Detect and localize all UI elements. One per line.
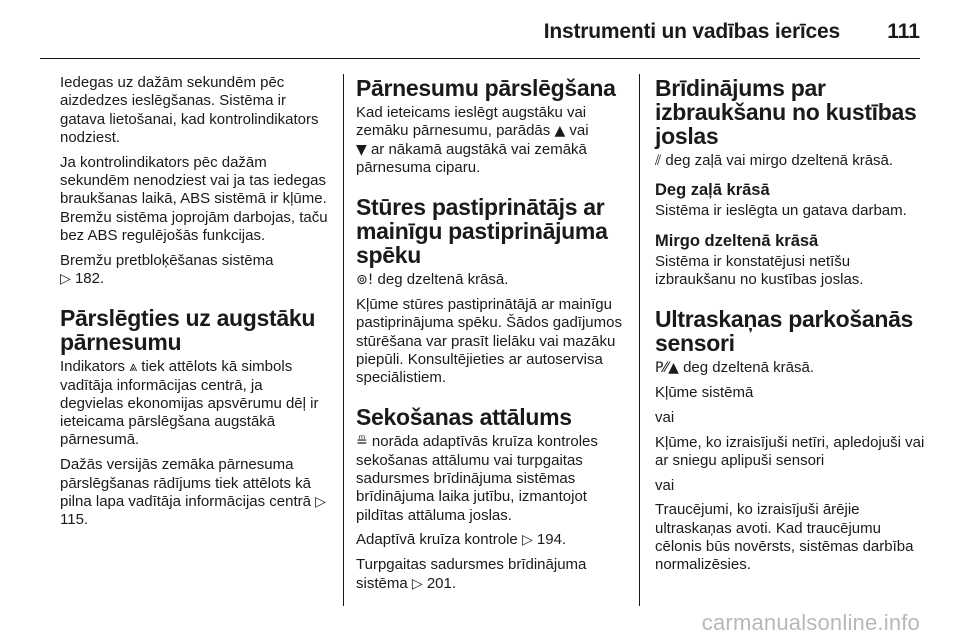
subheading-green: Deg zaļā krāsā bbox=[655, 181, 770, 200]
downshift-text: Dažās versijās zemāka pārnesuma pārslēgšanas rādījums tiek attēlots kā pilna lapa vadītāja informācijas centrā bbox=[60, 456, 311, 510]
column-divider-1 bbox=[343, 74, 344, 606]
arrow-down-icon: ▼ bbox=[356, 141, 367, 158]
column-divider-2 bbox=[639, 74, 640, 606]
heading-steering: Stūres pastiprinātājs ar mainīgu pastiprinājuma spēku bbox=[356, 194, 608, 269]
gear-shift-text-mid: vai bbox=[569, 122, 589, 140]
parking-paragraph-6: Traucējumi, ko izraisījuši ārējie ultraskaņas avoti. Kad traucējumu cēlonis būs novērsts, sistēmas darbība normalizēsies. bbox=[655, 501, 914, 574]
xref-icon: ▷ bbox=[521, 532, 533, 549]
lane-paragraph bbox=[655, 152, 925, 170]
heading-lane-departure: Brīdinājums par izbraukšanu no kustības joslas bbox=[655, 75, 917, 149]
gear-shift-text-pre: Kad ieteicams ieslēgt augstāku vai zemāku pārnesumu, parādās bbox=[356, 104, 587, 140]
watermark: carmanualsonline.info bbox=[701, 610, 920, 635]
parking-paragraph-5: vai bbox=[655, 476, 675, 494]
xref-icon: ▷ bbox=[60, 270, 71, 287]
parking-paragraph-2: Kļūme sistēmā bbox=[655, 383, 754, 401]
gear-shift-paragraph bbox=[356, 104, 632, 177]
yellow-paragraph: Sistēma ir konstatējusi netīšu izbraukšanu no kustības joslas. bbox=[655, 252, 864, 288]
following-distance-icon: ≞ bbox=[356, 434, 368, 451]
parking-paragraph-4: Kļūme, ko izraisījuši netīri, apledojuši vai ar sniegu aplipuši sensori bbox=[655, 433, 925, 469]
shift-up-text-post: tiek attēlots kā simbols vadītāja informācijas centrā, ja degvielas ekonomijas apsvērumu dēļ ir ieteicama pārslēgšana augstākā pārnesumā. bbox=[60, 358, 319, 449]
abs-paragraph-1: Iedegas uz dažām sekundēm pēc aizdedzes ieslēgšanas. Sistēma ir gatava lietošanai, kad kontrolindikators nodziest. bbox=[60, 74, 319, 146]
heading-following-distance: Sekošanas attālums bbox=[356, 404, 572, 431]
shift-up-text-pre: Indikators bbox=[60, 358, 126, 376]
heading-gear-shift: Pārnesumu pārslēgšana bbox=[356, 75, 616, 101]
shift-up-icon: ⩓ bbox=[129, 359, 138, 376]
steering-paragraph-2: Kļūme stūres pastiprinātājā ar mainīgu pastiprinājuma spēku. Šādos gadījumos stūrēšana var prasīt lielāku vai mazāku piepūli. Konsultējieties ar autoservisa speciālistiem. bbox=[356, 295, 622, 387]
xref-icon: ▷ bbox=[315, 493, 326, 510]
abs-paragraph-2: Ja kontrolindikators pēc dažām sekundēm nenodziest vai ja tas iedegas braukšanas laikā, ABS sistēmā ir kļūme. Bremžu sistēma joprojām darbojas, taču bez ABS regulējošās funkcijas. bbox=[60, 153, 328, 244]
abs-reference-link[interactable]: 182. bbox=[74, 269, 105, 287]
subheading-yellow: Mirgo dzeltenā krāsā bbox=[655, 231, 819, 250]
abs-reference-text: Bremžu pretbloķēšanas sistēma bbox=[60, 251, 274, 269]
distance-paragraph bbox=[356, 433, 632, 524]
page-number: 111 bbox=[887, 20, 920, 43]
lane-text: deg zaļā vai mirgo dzeltenā krāsā. bbox=[665, 152, 894, 169]
heading-shift-up: Pārslēgties uz augstāku pārnesumu bbox=[60, 305, 316, 356]
green-paragraph: Sistēma ir ieslēgta un gatava darbam. bbox=[655, 202, 907, 220]
steering-paragraph-1 bbox=[356, 271, 632, 289]
fcw-reference bbox=[356, 556, 632, 593]
column-1 bbox=[60, 74, 330, 536]
parking-sensor-icon: P⁄⁄▲ bbox=[655, 360, 679, 377]
downshift-paragraph bbox=[60, 456, 330, 529]
distance-text: norāda adaptīvās kruīza kontroles sekošanas attālumu vai turpgaitas sadursmes brīdinājuma sistēmas brīdinājuma laika jutību, izmantojot pildītas attāluma joslas. bbox=[356, 433, 598, 524]
acc-reference-link[interactable]: 194. bbox=[536, 531, 567, 549]
gear-shift-text-post: ar nākamā augstākā vai zemākā pārnesuma ciparu. bbox=[356, 140, 587, 176]
acc-reference-text: Adaptīvā kruīza kontrole bbox=[356, 531, 518, 549]
column-2 bbox=[356, 74, 632, 599]
page-title: Instrumenti un vadības ierīces bbox=[543, 20, 840, 43]
page-header bbox=[0, 0, 960, 62]
acc-reference bbox=[356, 531, 632, 549]
steering-warning-icon: ⊚! bbox=[356, 272, 374, 289]
lane-departure-icon: ⫽ bbox=[655, 153, 662, 169]
column-3 bbox=[655, 74, 925, 581]
fcw-reference-link[interactable]: 201. bbox=[426, 574, 457, 592]
fcw-reference-text: Turpgaitas sadursmes brīdinājuma sistēma bbox=[356, 556, 587, 592]
heading-parking-sensors: Ultraskaņas parkošanās sensori bbox=[655, 306, 914, 357]
parking-text: deg dzeltenā krāsā. bbox=[683, 359, 814, 377]
steering-text: deg dzeltenā krāsā. bbox=[377, 271, 509, 289]
arrow-up-icon: ▲ bbox=[554, 123, 566, 140]
xref-icon: ▷ bbox=[411, 575, 423, 592]
abs-reference bbox=[60, 252, 330, 289]
header-divider bbox=[40, 58, 920, 59]
downshift-reference-link[interactable]: 115. bbox=[60, 511, 89, 529]
parking-paragraph-3: vai bbox=[655, 408, 675, 426]
parking-paragraph-1 bbox=[655, 359, 925, 377]
shift-up-paragraph bbox=[60, 358, 330, 449]
